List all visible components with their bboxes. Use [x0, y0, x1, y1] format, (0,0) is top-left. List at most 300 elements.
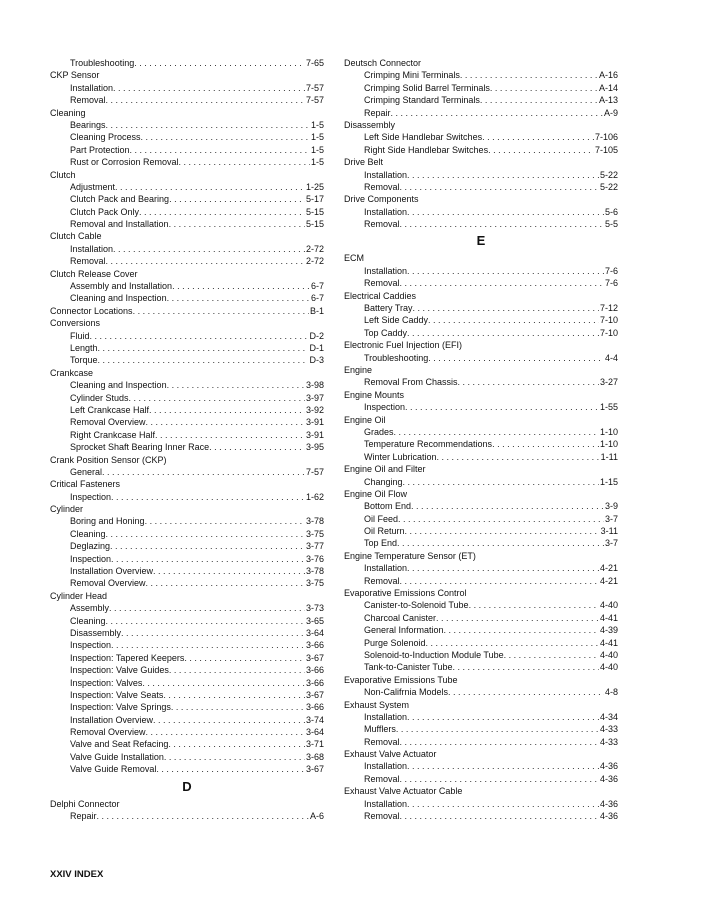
index-column-right — [344, 57, 618, 822]
index-entry — [344, 314, 618, 326]
index-entry — [50, 714, 324, 726]
index-entry — [344, 69, 618, 81]
dot-leader — [428, 352, 604, 364]
index-entry — [50, 677, 324, 689]
entry-page-number: D-3 — [309, 355, 324, 366]
index-entry — [344, 661, 618, 673]
index-topic: Conversions — [50, 318, 101, 329]
index-entry — [344, 562, 618, 574]
entry-label: Adjustment — [70, 181, 116, 192]
entry-page-number: 3-64 — [305, 727, 324, 738]
entry-label: Connector Locations — [50, 305, 133, 316]
entry-label: Valve and Seat Refacing — [70, 739, 169, 750]
index-topic: Crank Position Sensor (CKP) — [50, 454, 167, 465]
entry-label: Oil Feed — [364, 513, 399, 524]
entry-page-number: 3-78 — [305, 566, 324, 577]
index-entry — [50, 144, 324, 156]
entry-label: Removal Overview — [70, 727, 146, 738]
entry-label: Inspection — [70, 553, 112, 564]
index-entry — [50, 466, 324, 478]
index-entry — [344, 773, 618, 785]
index-entry — [344, 181, 618, 193]
entry-label: Bottom End — [364, 501, 412, 512]
dot-leader — [106, 615, 305, 627]
index-topic: Clutch Cable — [50, 231, 102, 242]
entry-page-number: 4-36 — [599, 761, 618, 772]
entry-page-number: 7-10 — [599, 327, 618, 338]
dot-leader — [164, 751, 305, 763]
index-topic: Electrical Caddies — [344, 290, 417, 301]
dot-leader — [480, 94, 598, 106]
dot-leader — [405, 525, 600, 537]
entry-page-number: 4-36 — [599, 811, 618, 822]
index-topic: Disassembly — [344, 119, 396, 130]
index-topic: Cylinder — [50, 504, 84, 515]
dot-leader — [102, 466, 305, 478]
dot-leader — [400, 218, 604, 230]
index-entry — [50, 156, 324, 168]
entry-label: Right Side Handlebar Switches — [364, 144, 489, 155]
index-topic: Critical Fasteners — [50, 479, 121, 490]
entry-page-number: 4-41 — [599, 612, 618, 623]
entry-page-number: 7-12 — [599, 303, 618, 314]
entry-label: Troubleshooting — [70, 58, 135, 68]
index-entry — [344, 327, 618, 339]
entry-label: Inspection: Tapered Keepers — [70, 652, 185, 663]
entry-page-number: 4-33 — [599, 724, 618, 735]
entry-page-number: 3-92 — [305, 404, 324, 415]
index-entry — [344, 760, 618, 772]
index-topic: Crankcase — [50, 367, 94, 378]
entry-label: Inspection: Valve Guides — [70, 665, 169, 676]
index-entry — [50, 602, 324, 614]
entry-page-number: 3-11 — [600, 526, 618, 537]
entry-page-number: 3-66 — [305, 702, 324, 713]
entry-label: Installation — [364, 206, 408, 217]
index-entry — [50, 491, 324, 503]
entry-label: Removal — [364, 219, 400, 230]
entry-page-number: D-2 — [309, 330, 324, 341]
index-entry — [344, 711, 618, 723]
entry-page-number: 5-15 — [305, 206, 324, 217]
dot-leader — [460, 69, 598, 81]
entry-label: Removal — [364, 773, 400, 784]
index-entry — [50, 342, 324, 354]
index-entry — [344, 624, 618, 636]
entry-label: Valve Guide Installation — [70, 751, 164, 762]
index-entry — [50, 553, 324, 565]
index-entry — [344, 426, 618, 438]
index-entry — [50, 738, 324, 750]
entry-label: General — [70, 466, 103, 477]
entry-page-number: 3-71 — [305, 739, 324, 750]
dot-leader — [407, 206, 604, 218]
index-entry — [50, 392, 324, 404]
index-entry — [50, 57, 324, 69]
index-entry — [344, 302, 618, 314]
index-topic: Engine Oil and Filter — [344, 464, 426, 475]
index-entry — [344, 476, 618, 488]
index-topic: Clutch Release Cover — [50, 268, 138, 279]
dot-leader — [400, 575, 599, 587]
dot-leader — [407, 265, 604, 277]
dot-leader — [134, 57, 305, 69]
entry-label: Installation — [364, 563, 408, 574]
index-topic: Engine Mounts — [344, 389, 405, 400]
entry-page-number: 5-17 — [305, 194, 324, 205]
dot-leader — [492, 438, 599, 450]
entry-page-number: 4-4 — [604, 352, 618, 363]
entry-label: Installation — [364, 711, 408, 722]
entry-label: Removal Overview — [70, 417, 146, 428]
entry-label: Crimping Standard Terminals — [364, 95, 480, 106]
dot-leader — [403, 476, 599, 488]
index-entry — [50, 515, 324, 527]
entry-page-number: A-16 — [598, 70, 618, 81]
entry-label: Assembly and Installation — [70, 281, 173, 292]
index-entry — [50, 379, 324, 391]
section-letter: D — [182, 778, 192, 794]
entry-page-number: 3-77 — [305, 541, 324, 552]
entry-label: Sprocket Shaft Bearing Inner Race — [70, 442, 210, 453]
entry-label: Repair — [70, 811, 97, 822]
entry-label: Cylinder Studs — [70, 392, 129, 403]
index-entry — [50, 404, 324, 416]
dot-leader — [458, 376, 599, 388]
entry-label: Bearings — [70, 119, 106, 130]
index-entry — [344, 94, 618, 106]
index-entry — [50, 280, 324, 292]
index-entry — [50, 131, 324, 143]
entry-page-number: 7-6 — [604, 265, 618, 276]
index-topic: Evaporative Emissions Tube — [344, 674, 458, 685]
index-entry — [344, 599, 618, 611]
entry-label: Left Side Caddy — [364, 315, 429, 326]
entry-page-number: 3-75 — [305, 578, 324, 589]
entry-page-number: 5-22 — [599, 169, 618, 180]
entry-page-number: 1-15 — [599, 476, 618, 487]
entry-label: Cleaning and Inspection — [70, 293, 167, 304]
dot-leader — [153, 565, 305, 577]
entry-page-number: 3-67 — [305, 652, 324, 663]
dot-leader — [184, 652, 305, 664]
entry-label: Oil Return — [364, 526, 405, 537]
dot-leader — [444, 624, 599, 636]
entry-label: Winter Lubrication — [364, 451, 437, 462]
index-entry — [50, 292, 324, 304]
dot-leader — [110, 540, 305, 552]
index-topic — [50, 305, 324, 317]
entry-page-number: 3-95 — [305, 442, 324, 453]
index-entry — [344, 376, 618, 388]
dot-leader — [113, 82, 305, 94]
entry-page-number: A-14 — [598, 82, 618, 93]
dot-leader — [400, 810, 599, 822]
entry-page-number: 3-98 — [305, 380, 324, 391]
entry-label: Torque — [70, 355, 98, 366]
index-topic: Drive Components — [344, 194, 419, 205]
entry-page-number: A-9 — [603, 107, 618, 118]
entry-label: General Information — [364, 625, 444, 636]
dot-leader — [167, 379, 305, 391]
dot-leader — [106, 119, 310, 131]
entry-label: Removal From Chassis — [364, 377, 458, 388]
entry-page-number: 3-78 — [305, 516, 324, 527]
entry-page-number: 7-105 — [594, 144, 618, 155]
entry-page-number: 1-5 — [310, 144, 324, 155]
entry-label: Part Protection — [70, 144, 130, 155]
index-topic: Engine Oil Flow — [344, 488, 408, 499]
index-entry — [50, 193, 324, 205]
entry-page-number: 3-76 — [305, 553, 324, 564]
index-entry — [50, 810, 324, 822]
index-entry — [344, 107, 618, 119]
dot-leader — [98, 354, 309, 366]
dot-leader — [98, 342, 309, 354]
index-entry — [344, 265, 618, 277]
index-entry — [50, 664, 324, 676]
index-entry — [344, 525, 618, 537]
index-entry — [344, 810, 618, 822]
entry-label: Rust or Corrosion Removal — [70, 157, 179, 168]
entry-label: Temperature Recommendations — [364, 439, 493, 450]
dot-leader — [113, 243, 305, 255]
entry-page-number: 3-73 — [305, 603, 324, 614]
entry-page-number: 3-91 — [305, 417, 324, 428]
dot-leader — [130, 144, 310, 156]
entry-label: Installation — [70, 243, 114, 254]
index-entry — [344, 798, 618, 810]
entry-label: Cleaning — [70, 615, 106, 626]
index-topic: ECM — [344, 253, 364, 264]
entry-page-number: 3-97 — [305, 392, 324, 403]
index-entry — [50, 577, 324, 589]
index-entry — [50, 726, 324, 738]
entry-label: Top Caddy — [364, 327, 408, 338]
index-topic: Exhaust Valve Actuator Cable — [344, 786, 463, 797]
entry-label: Purge Solenoid — [364, 637, 426, 648]
entry-page-number: B-1 — [309, 305, 324, 316]
dot-leader — [394, 426, 599, 438]
dot-leader — [411, 500, 604, 512]
index-entry — [344, 575, 618, 587]
entry-page-number: A-13 — [598, 95, 618, 106]
index-entry — [344, 513, 618, 525]
index-entry — [344, 736, 618, 748]
entry-label: Left Crankcase Half — [70, 404, 150, 415]
index-topic: Drive Belt — [344, 157, 384, 168]
index-topic: Engine Oil — [344, 414, 386, 425]
dot-leader — [396, 723, 599, 735]
entry-page-number: 4-34 — [599, 711, 618, 722]
index-entry — [50, 565, 324, 577]
entry-label: Removal — [364, 181, 400, 192]
entry-page-number: 4-8 — [604, 687, 618, 698]
dot-leader — [141, 131, 310, 143]
entry-page-number: 3-9 — [604, 501, 618, 512]
entry-page-number: 1-10 — [599, 426, 618, 437]
entry-page-number: 3-7 — [604, 513, 618, 524]
dot-leader — [163, 689, 305, 701]
entry-label: Non-Califrnia Models — [364, 687, 449, 698]
dot-leader — [436, 612, 599, 624]
index-entry — [344, 612, 618, 624]
entry-page-number: 2-72 — [305, 243, 324, 254]
dot-leader — [133, 305, 309, 317]
dot-leader — [156, 763, 305, 775]
index-entry — [344, 723, 618, 735]
dot-leader — [448, 686, 604, 698]
entry-page-number: 3-65 — [305, 615, 324, 626]
dot-leader — [97, 810, 309, 822]
index-entry — [50, 82, 324, 94]
index-entry — [344, 451, 618, 463]
dot-leader — [407, 798, 599, 810]
page-footer: XXIV INDEX — [50, 869, 104, 880]
dot-leader — [453, 661, 599, 673]
dot-leader — [171, 701, 305, 713]
index-entry — [344, 637, 618, 649]
index-entry — [50, 627, 324, 639]
dot-leader — [482, 131, 594, 143]
entry-page-number: 3-64 — [305, 627, 324, 638]
entry-page-number: 5-5 — [604, 219, 618, 230]
entry-page-number: 3-66 — [305, 640, 324, 651]
index-entry — [50, 416, 324, 428]
dot-leader — [209, 441, 305, 453]
dot-leader — [115, 181, 305, 193]
entry-page-number: 4-36 — [599, 773, 618, 784]
entry-page-number: 3-74 — [305, 714, 324, 725]
entry-label: Installation — [364, 761, 408, 772]
entry-label: Left Side Handlebar Switches — [364, 132, 483, 143]
index-entry — [344, 649, 618, 661]
index-entry — [50, 763, 324, 775]
entry-label: Top End — [364, 538, 398, 549]
dot-leader — [146, 726, 305, 738]
entry-page-number: 1-11 — [600, 451, 618, 462]
entry-label: Removal — [364, 736, 400, 747]
entry-label: Installation — [364, 265, 408, 276]
entry-label: Crimping Solid Barrel Terminals — [364, 82, 490, 93]
entry-label: Installation Overview — [70, 566, 154, 577]
dot-leader — [146, 577, 305, 589]
entry-page-number: 3-68 — [305, 751, 324, 762]
entry-label: Inspection — [70, 491, 112, 502]
index-entry — [50, 94, 324, 106]
entry-label: Fluid — [70, 330, 90, 341]
index-entry — [50, 751, 324, 763]
entry-page-number: 3-27 — [599, 377, 618, 388]
entry-page-number: A-6 — [309, 811, 324, 822]
entry-page-number: 4-41 — [599, 637, 618, 648]
dot-leader — [106, 94, 305, 106]
index-topic: Delphi Connector — [50, 798, 120, 809]
section-letter: E — [476, 233, 486, 249]
entry-page-number: 3-7 — [604, 538, 618, 549]
dot-leader — [167, 292, 310, 304]
entry-page-number: 3-66 — [305, 665, 324, 676]
entry-label: Canister-to-Solenoid Tube — [364, 600, 469, 611]
index-entry — [50, 354, 324, 366]
dot-leader — [400, 277, 604, 289]
dot-leader — [106, 528, 305, 540]
entry-page-number: 7-57 — [305, 82, 324, 93]
entry-page-number: 4-36 — [599, 798, 618, 809]
entry-label: Installation — [364, 798, 408, 809]
entry-label: Repair — [364, 107, 391, 118]
index-entry — [50, 689, 324, 701]
dot-leader — [407, 327, 599, 339]
index-entry — [50, 119, 324, 131]
entry-page-number: 7-65 — [305, 58, 324, 68]
dot-leader — [168, 738, 305, 750]
entry-page-number: 4-40 — [599, 649, 618, 660]
entry-label: Removal Overview — [70, 578, 146, 589]
index-entry — [50, 615, 324, 627]
entry-label: Battery Tray — [364, 303, 413, 314]
index-topic: CKP Sensor — [50, 70, 100, 81]
entry-label: Valve Guide Removal — [70, 764, 157, 775]
dot-leader — [172, 280, 310, 292]
dot-leader — [169, 218, 305, 230]
dot-leader — [490, 82, 598, 94]
entry-page-number: 7-57 — [305, 95, 324, 106]
dot-leader — [400, 736, 599, 748]
entry-page-number: 4-21 — [599, 575, 618, 586]
entry-label: Clutch Pack Only — [70, 206, 140, 217]
dot-leader — [504, 649, 599, 661]
index-entry — [344, 537, 618, 549]
index-entry — [344, 169, 618, 181]
entry-label: Removal and Installation — [70, 219, 169, 230]
entry-label: Assembly — [70, 603, 110, 614]
index-entry — [344, 401, 618, 413]
entry-label: Solenoid-to-Induction Module Tube — [364, 649, 504, 660]
entry-page-number: 4-40 — [599, 662, 618, 673]
index-entry — [344, 131, 618, 143]
index-topic: Cleaning — [50, 107, 86, 118]
entry-page-number: 5-15 — [305, 219, 324, 230]
index-entry — [50, 243, 324, 255]
dot-leader — [400, 181, 599, 193]
index-entry — [344, 500, 618, 512]
entry-page-number: 1-62 — [305, 491, 324, 502]
entry-label: Installation — [364, 169, 408, 180]
entry-label: Inspection — [364, 402, 406, 413]
index-topic: Cylinder Head — [50, 590, 108, 601]
entry-label: Cleaning and Inspection — [70, 380, 167, 391]
entry-page-number: 1-5 — [310, 157, 324, 168]
entry-page-number: 1-5 — [310, 132, 324, 143]
entry-page-number: 3-67 — [305, 689, 324, 700]
entry-page-number: 5-6 — [604, 206, 618, 217]
index-entry — [50, 528, 324, 540]
index-entry — [50, 181, 324, 193]
index-topic: Electronic Fuel Injection (EFI) — [344, 340, 463, 351]
entry-label: Removal — [364, 811, 400, 822]
entry-label: Boring and Honing — [70, 516, 145, 527]
entry-page-number: 7-106 — [594, 132, 618, 143]
dot-leader — [179, 156, 310, 168]
index-entry — [50, 639, 324, 651]
entry-page-number: 4-39 — [599, 625, 618, 636]
index-entry — [344, 82, 618, 94]
dot-leader — [169, 664, 305, 676]
entry-label: Inspection: Valve Springs — [70, 702, 171, 713]
dot-leader — [155, 429, 305, 441]
entry-label: Deglazing — [70, 541, 111, 552]
